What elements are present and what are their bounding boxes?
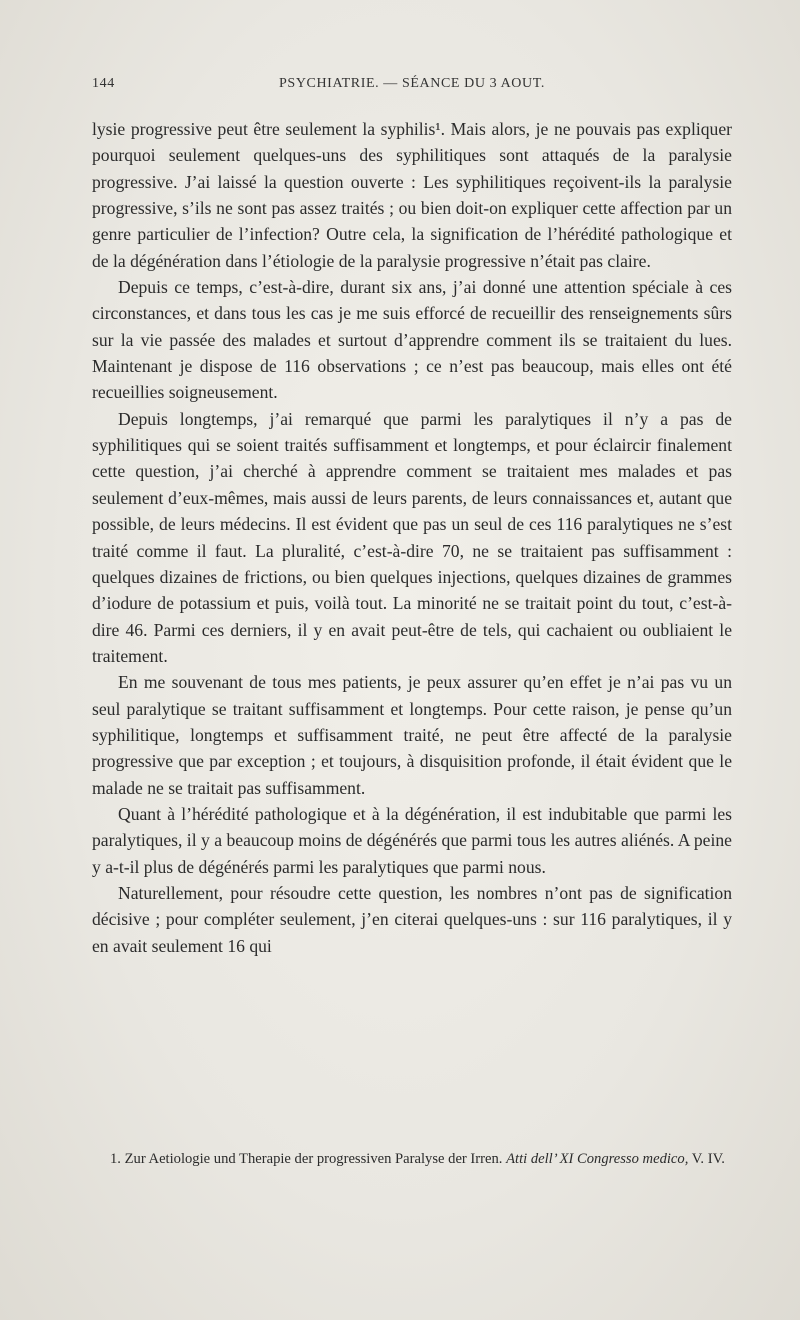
footnote-tail: V. IV. [691, 1151, 725, 1167]
footnote-label: 1. [110, 1151, 121, 1167]
paragraph: Quant à l’hérédité pathologique et à la dégénération, il est indubitable que parmi les paralytiques, il y a beaucoup moins de dégénérés que parmi tous les autres aliénés. A peine y a-t-il plus de dégénérés parmi les paralytiques que parmi nous. [92, 803, 732, 877]
footnote-text: Zur Aetiologie und Therapie der progressiven Paralyse der Irren. [124, 1151, 503, 1167]
page-number: 144 [92, 76, 115, 91]
paragraph: En me souvenant de tous mes patients, je peux assurer qu’en effet je n’ai pas vu un seul paralytique se traitant suffisamment et longtemps. Pour cette raison, je pense qu’un syphilitique, longtemps et suffisamment traité, ne peut être affecté de la paralysie progressive que par exception ; et toujours, à disquisition profonde, il était évident que le malade ne se traitait pas suffisamment. [92, 672, 732, 798]
paragraph: Naturellement, pour résoudre cette question, les nombres n’ont pas de signification décisive ; pour compléter seulement, j’en citerai quelques-uns : sur 116 paralytiques, il y en avait seulement 16 qui [92, 882, 732, 956]
footnote-italic-text: Atti dell’ XI Congresso medico, [506, 1151, 689, 1167]
body-text [92, 116, 732, 959]
running-title: PSYCHIATRIE. — SÉANCE DU 3 AOUT. [279, 76, 545, 91]
paragraph: lysie progressive peut être seulement la syphilis¹. Mais alors, je ne pouvais pas expliquer pourquoi seulement quelques-uns des syphilitiques sont attaqués de la paralysie progressive. J’ai laissé la question ouverte : Les syphilitiques reçoivent-ils la paralysie progressive, s’ils ne sont pas assez traités ; ou bien doit-on expliquer cette affection par un genre particulier de l’infection? Outre cela, la signification de l’hérédité pathologique et de la dégénération dans l’étiologie de la paralysie progressive n’était pas claire. [92, 119, 732, 271]
page-header [92, 76, 732, 96]
paragraph: Depuis ce temps, c’est-à-dire, durant six ans, j’ai donné une attention spéciale à ces circonstances, et dans tous les cas je me suis efforcé de recueillir des renseignements sûrs sur la vie passée des malades et surtout d’apprendre comment ils se traitaient du lues. Maintenant je dispose de 116 observations ; ce n’est pas beaucoup, mais elles ont été recueillies soigneusement. [92, 277, 732, 403]
footnote [92, 1150, 732, 1169]
paragraph: Depuis longtemps, j’ai remarqué que parmi les paralytiques il n’y a pas de syphilitiques qui se soient traités suffisamment et longtemps, et pour éclaircir finalement cette question, j’ai cherché à apprendre comment se traitaient mes malades et pas seulement d’eux-mêmes, mais aussi de leurs parents, de leurs connaissances et, autant que possible, de leurs médecins. Il est évident que pas un seul de ces 116 paralytiques ne s’est traité comme il faut. La pluralité, c’est-à-dire 70, ne se traitaient pas suffisamment : quelques dizaines de frictions, ou bien quelques injections, quelques dizaines de grammes d’iodure de potassium et puis, voilà tout. La minorité ne se traitait point du tout, c’est-à-dire 46. Parmi ces derniers, il y en avait peut-être de tels, qui cachaient ou oubliaient le traitement. [92, 408, 732, 666]
